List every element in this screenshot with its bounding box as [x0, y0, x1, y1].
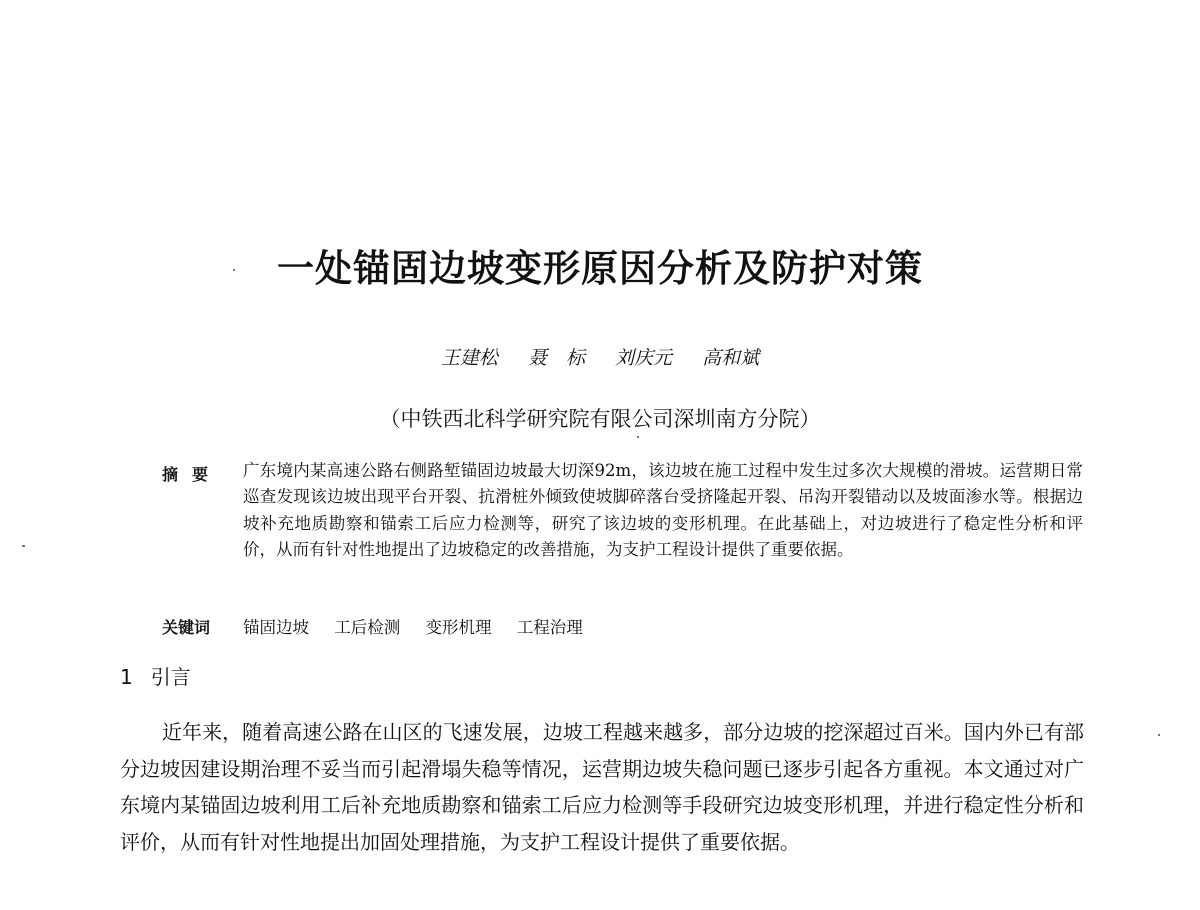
scan-speck	[637, 436, 639, 438]
author-affiliation: （中铁西北科学研究院有限公司深圳南方分院）	[379, 407, 821, 431]
author-name: 刘庆元	[615, 347, 673, 369]
keyword-list	[243, 614, 603, 638]
section-number: 1	[120, 665, 133, 689]
author-list	[0, 343, 1200, 370]
section-body-paragraph: 近年来，随着高速公路在山区的飞速发展，边坡工程越来越多，部分边坡的挖深超过百米。国内外已有部分边坡因建设期治理不妥当而引起滑塌失稳等情况，运营期边坡失稳问题已逐步引起各方重视。本文通过对广东境内某锚固边坡利用工后补充地质勘察和锚索工后应力检测等手段研究边坡变形机理，并进行稳定性分析和评价，从而有针对性地提出加固处理措施，为支护工程设计提供了重要依据。	[120, 720, 1084, 854]
scan-speck	[1158, 734, 1160, 736]
keyword: 变形机理	[425, 618, 492, 637]
keywords-label: 关键词	[162, 618, 211, 637]
scan-speck	[22, 545, 25, 547]
keyword: 工程治理	[516, 618, 583, 637]
author-name: 聂 标	[527, 347, 585, 369]
keyword: 锚固边坡	[243, 618, 309, 637]
author-name: 高和斌	[702, 347, 760, 369]
abstract-label: 摘要	[162, 465, 223, 484]
keyword: 工后检测	[334, 618, 401, 637]
paper-title: 一处锚固边坡变形原因分析及防护对策	[277, 247, 923, 290]
section-title: 引言	[150, 665, 191, 689]
author-name: 王建松	[440, 347, 498, 369]
abstract-text: 广东境内某高速公路右侧路堑锚固边坡最大切深92m，该边坡在施工过程中发生过多次大规模的滑坡。运营期日常巡查发现该边坡出现平台开裂、抗滑桩外倾致使坡脚碎落台受挤隆起开裂、吊沟开裂错动以及坡面渗水等。根据边坡补充地质勘察和锚索工后应力检测等，研究了该边坡的变形机理。在此基础上，对边坡进行了稳定性分析和评价，从而有针对性地提出了边坡稳定的改善措施，为支护工程设计提供了重要依据。	[243, 461, 1083, 559]
section-heading	[120, 661, 191, 690]
scan-speck	[233, 269, 235, 271]
